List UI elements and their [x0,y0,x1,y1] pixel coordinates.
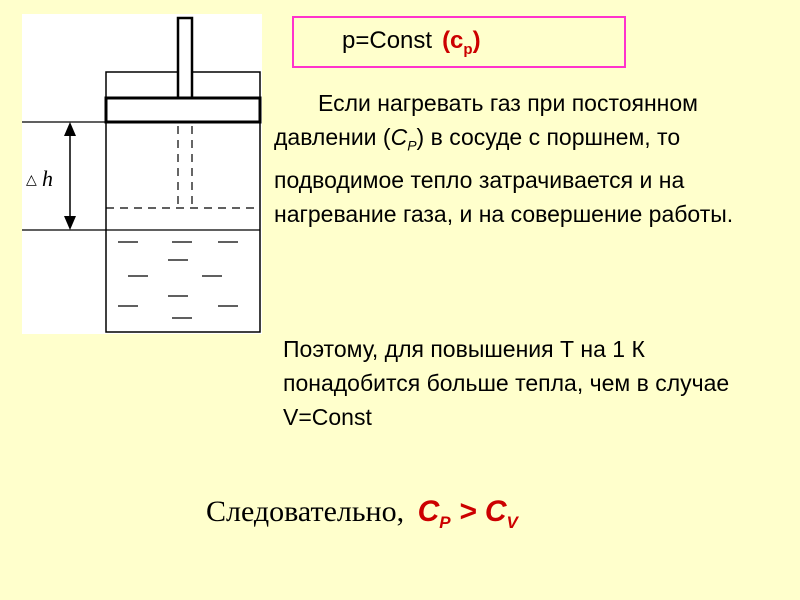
formula-cp: C [417,495,440,528]
h-label: h [42,166,53,191]
title-cp [442,27,481,58]
title-cp-close: ) [472,27,481,54]
title-text [342,26,481,65]
paragraph-heating-part2: ) в сосуде с поршнем, то подводимое тепло затрачивается и на нагревание газа, и на совершение работы. [274,124,734,227]
title-pconst: p=Const [342,27,433,54]
piston-rod [178,18,192,98]
paragraph-heating [274,86,784,231]
formula-gt: > [450,495,485,528]
title-box [292,16,626,68]
piston-cylinder-diagram [22,14,262,334]
piston [106,98,260,122]
title-cp-letter: (c [442,27,464,54]
paragraph-therefore: Поэтому, для повышения Т на 1 К понадобится больше тепла, чем в случае V=Const [283,336,730,430]
formula-cv: C [484,495,507,528]
cp-subscript: P [407,137,417,154]
title-cp-sub: p [463,40,473,58]
delta-symbol: △ [26,172,37,188]
paragraph-heating-part1: Если нагревать газ при постоянном давлении ( [274,90,698,150]
diagram-background [22,14,262,334]
paragraph-heating-cp [390,124,417,154]
conclusion-formula [417,495,518,532]
conclusion [206,492,518,543]
conclusion-lead: Следовательно, [206,495,405,528]
formula-cv-sub: V [506,513,518,532]
formula-cp-sub: P [439,513,451,532]
cp-letter: C [390,124,408,150]
